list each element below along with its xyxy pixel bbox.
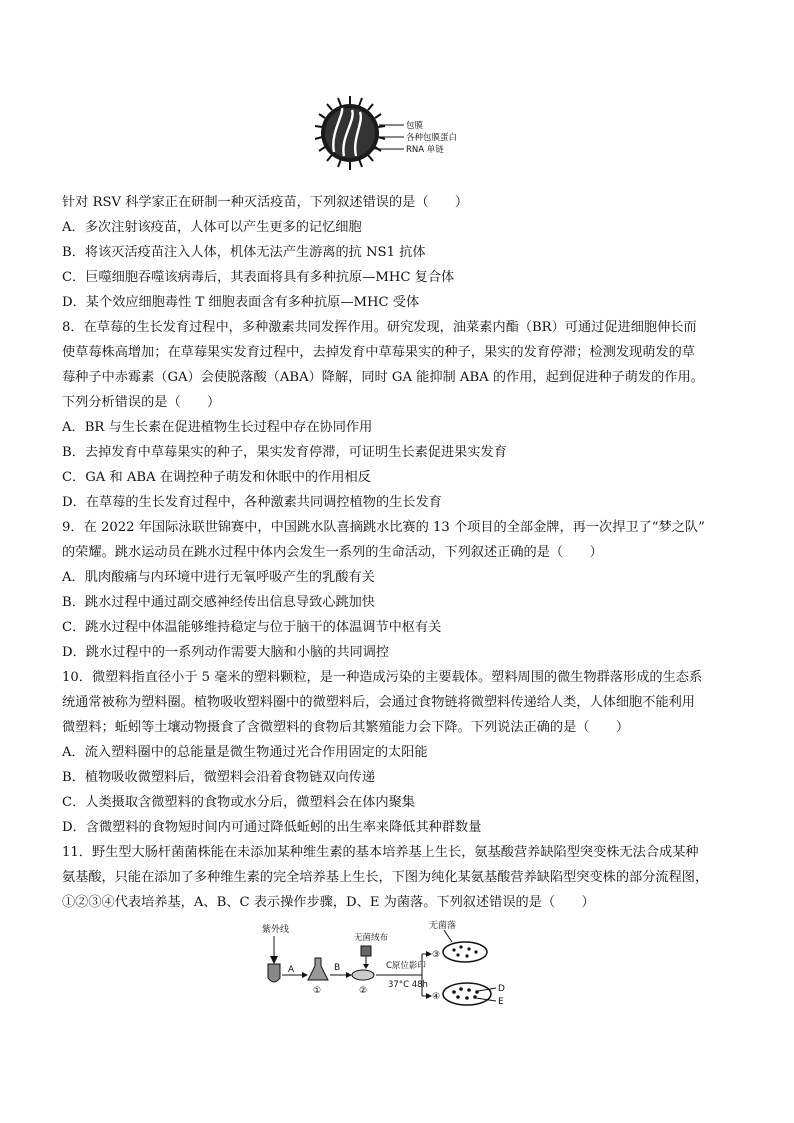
q9-option-c: C．跳水过程中体温能够维持稳定与位于脑干的体温调节中枢有关	[62, 620, 442, 635]
q9-option-a: A．肌肉酸痛与内环境中进行无氧呼吸产生的乳酸有关	[62, 570, 375, 585]
plate-3-icon	[443, 942, 487, 962]
label-envelope-proteins: 各种包膜蛋白	[406, 133, 458, 143]
label-medium-4: ④	[432, 992, 441, 1002]
plate-2-icon	[352, 970, 374, 980]
question-11	[62, 840, 742, 915]
q10-stem-line-3: 微塑料；蚯蚓等土壤动物摄食了含微塑料的食物后其繁殖能力会下降。下列说法正确的是（ ）	[62, 720, 630, 735]
q8-stem-line-2: 使草莓株高增加；在草莓果实发育过程中，去掉发育中草莓果实的种子，果实的发育停滞；检测发现萌发的草	[62, 345, 695, 360]
q11-stem-line-2: 氨基酸，只能在添加了多种维生素的完全培养基上生长，下图为纯化某氨基酸营养缺陷型突变株的部分流程图，	[62, 870, 709, 885]
question-7	[62, 190, 742, 315]
q7-option-c: C．巨噬细胞吞噬该病毒后，其表面将具有多种抗原—MHC 复合体	[62, 270, 455, 285]
label-step-c: C原位影印	[386, 961, 426, 971]
q10-option-c: C．人类摄取含微塑料的食物或水分后，微塑料会在体内聚集	[62, 795, 415, 810]
question-8	[62, 315, 742, 515]
q7-option-a: A．多次注射该疫苗，人体可以产生更多的记忆细胞	[62, 220, 362, 235]
label-colony-e: E	[498, 997, 504, 1007]
label-step-a: A	[288, 965, 295, 975]
flask-icon	[308, 958, 328, 980]
q8-stem-line-4: 下列分析错误的是（ ）	[62, 395, 221, 410]
q9-stem-line-2: 的荣耀。跳水运动员在跳水过程中体内会发生一系列的生命活动，下列叙述正确的是（ ）	[62, 545, 603, 560]
label-rna: RNA 单链	[406, 145, 444, 155]
q9-option-d: D．跳水过程中的一系列动作需要大脑和小脑的共同调控	[62, 645, 390, 660]
question-9	[62, 515, 742, 665]
label-medium-1: ①	[313, 986, 322, 996]
q11-stem-line-3: ①②③④代表培养基，A、B、C 表示操作步骤，D、E 为菌落。下列叙述错误的是（ ）	[62, 895, 595, 910]
q8-option-a: A．BR 与生长素在促进植物生长过程中存在协同作用	[62, 420, 373, 435]
q11-stem-line-1: 11．野生型大肠杆菌菌株能在未添加某种维生素的基本培养基上生长，氨基酸营养缺陷型突变株无法合成某种	[62, 845, 699, 860]
question-10	[62, 665, 742, 840]
label-no-colony: 无菌落	[429, 921, 457, 931]
plate-4-icon	[443, 983, 491, 1005]
label-sterile-velvet: 无菌绒布	[354, 933, 389, 943]
q10-stem-line-1: 10．微塑料指直径小于 5 毫米的塑料颗粒，是一种造成污染的主要载体。塑料周围的微生物群落形成的生态系	[62, 670, 703, 685]
q10-stem-line-2: 统通常被称为塑料圈。植物吸收塑料圈中的微塑料后，会通过食物链将微塑料传递给人类，人体细胞不能利用	[62, 695, 695, 710]
label-envelope: 包膜	[406, 121, 424, 131]
q8-option-c: C．GA 和 ABA 在调控种子萌发和休眠中的作用相反	[62, 470, 371, 485]
q7-option-b: B．将该灭活疫苗注入人体，机体无法产生游离的抗 NS1 抗体	[62, 245, 426, 260]
q8-option-b: B．去掉发育中草莓果实的种子，果实发育停滞，可证明生长素促进果实发育	[62, 445, 507, 460]
q8-option-d: D．在草莓的生长发育过程中，各种激素共同调控植物的生长发育	[62, 495, 442, 510]
q7-option-d: D．某个效应细胞毒性 T 细胞表面含有多种抗原—MHC 受体	[62, 295, 420, 310]
virus-structure-diagram	[300, 94, 520, 180]
q10-option-b: B．植物吸收微塑料后，微塑料会沿着食物链双向传递	[62, 770, 376, 785]
q9-option-b: B．跳水过程中通过副交感神经传出信息导致心跳加快	[62, 595, 376, 610]
q10-option-a: A．流入塑料圈中的总能量是微生物通过光合作用固定的太阳能	[62, 745, 428, 760]
q8-stem-line-1: 8．在草莓的生长发育过程中，多种激素共同发挥作用。研究发现，油菜素内酯（BR）可通过促进细胞伸长而	[62, 320, 697, 335]
label-uv: 紫外线	[262, 925, 290, 935]
q7-stem: 针对 RSV 科学家正在研制一种灭活疫苗，下列叙述错误的是（ ）	[62, 195, 469, 210]
mutant-purification-flowchart	[262, 918, 562, 1008]
q10-option-d: D．含微塑料的食物短时间内可通过降低蚯蚓的出生率来降低其种群数量	[62, 820, 482, 835]
label-colony-d: D	[498, 984, 505, 994]
test-tube-icon	[268, 964, 280, 982]
label-medium-2: ②	[359, 986, 368, 996]
q8-stem-line-3: 莓种子中赤霉素（GA）会使脱落酸（ABA）降解，同时 GA 能抑制 ABA 的作用，起到促进种子萌发的作用。	[62, 370, 704, 385]
q9-stem-line-1: 9．在 2022 年国际泳联世锦赛中，中国跳水队喜摘跳水比赛的 13 个项目的全部金牌，再一次捍卫了“梦之队”	[62, 520, 705, 535]
question-text-block	[62, 190, 742, 915]
label-medium-3: ③	[432, 950, 441, 960]
label-incubation: 37°C 48h	[388, 980, 428, 990]
velvet-stamp-icon	[361, 946, 371, 956]
label-step-b: B	[334, 963, 341, 973]
